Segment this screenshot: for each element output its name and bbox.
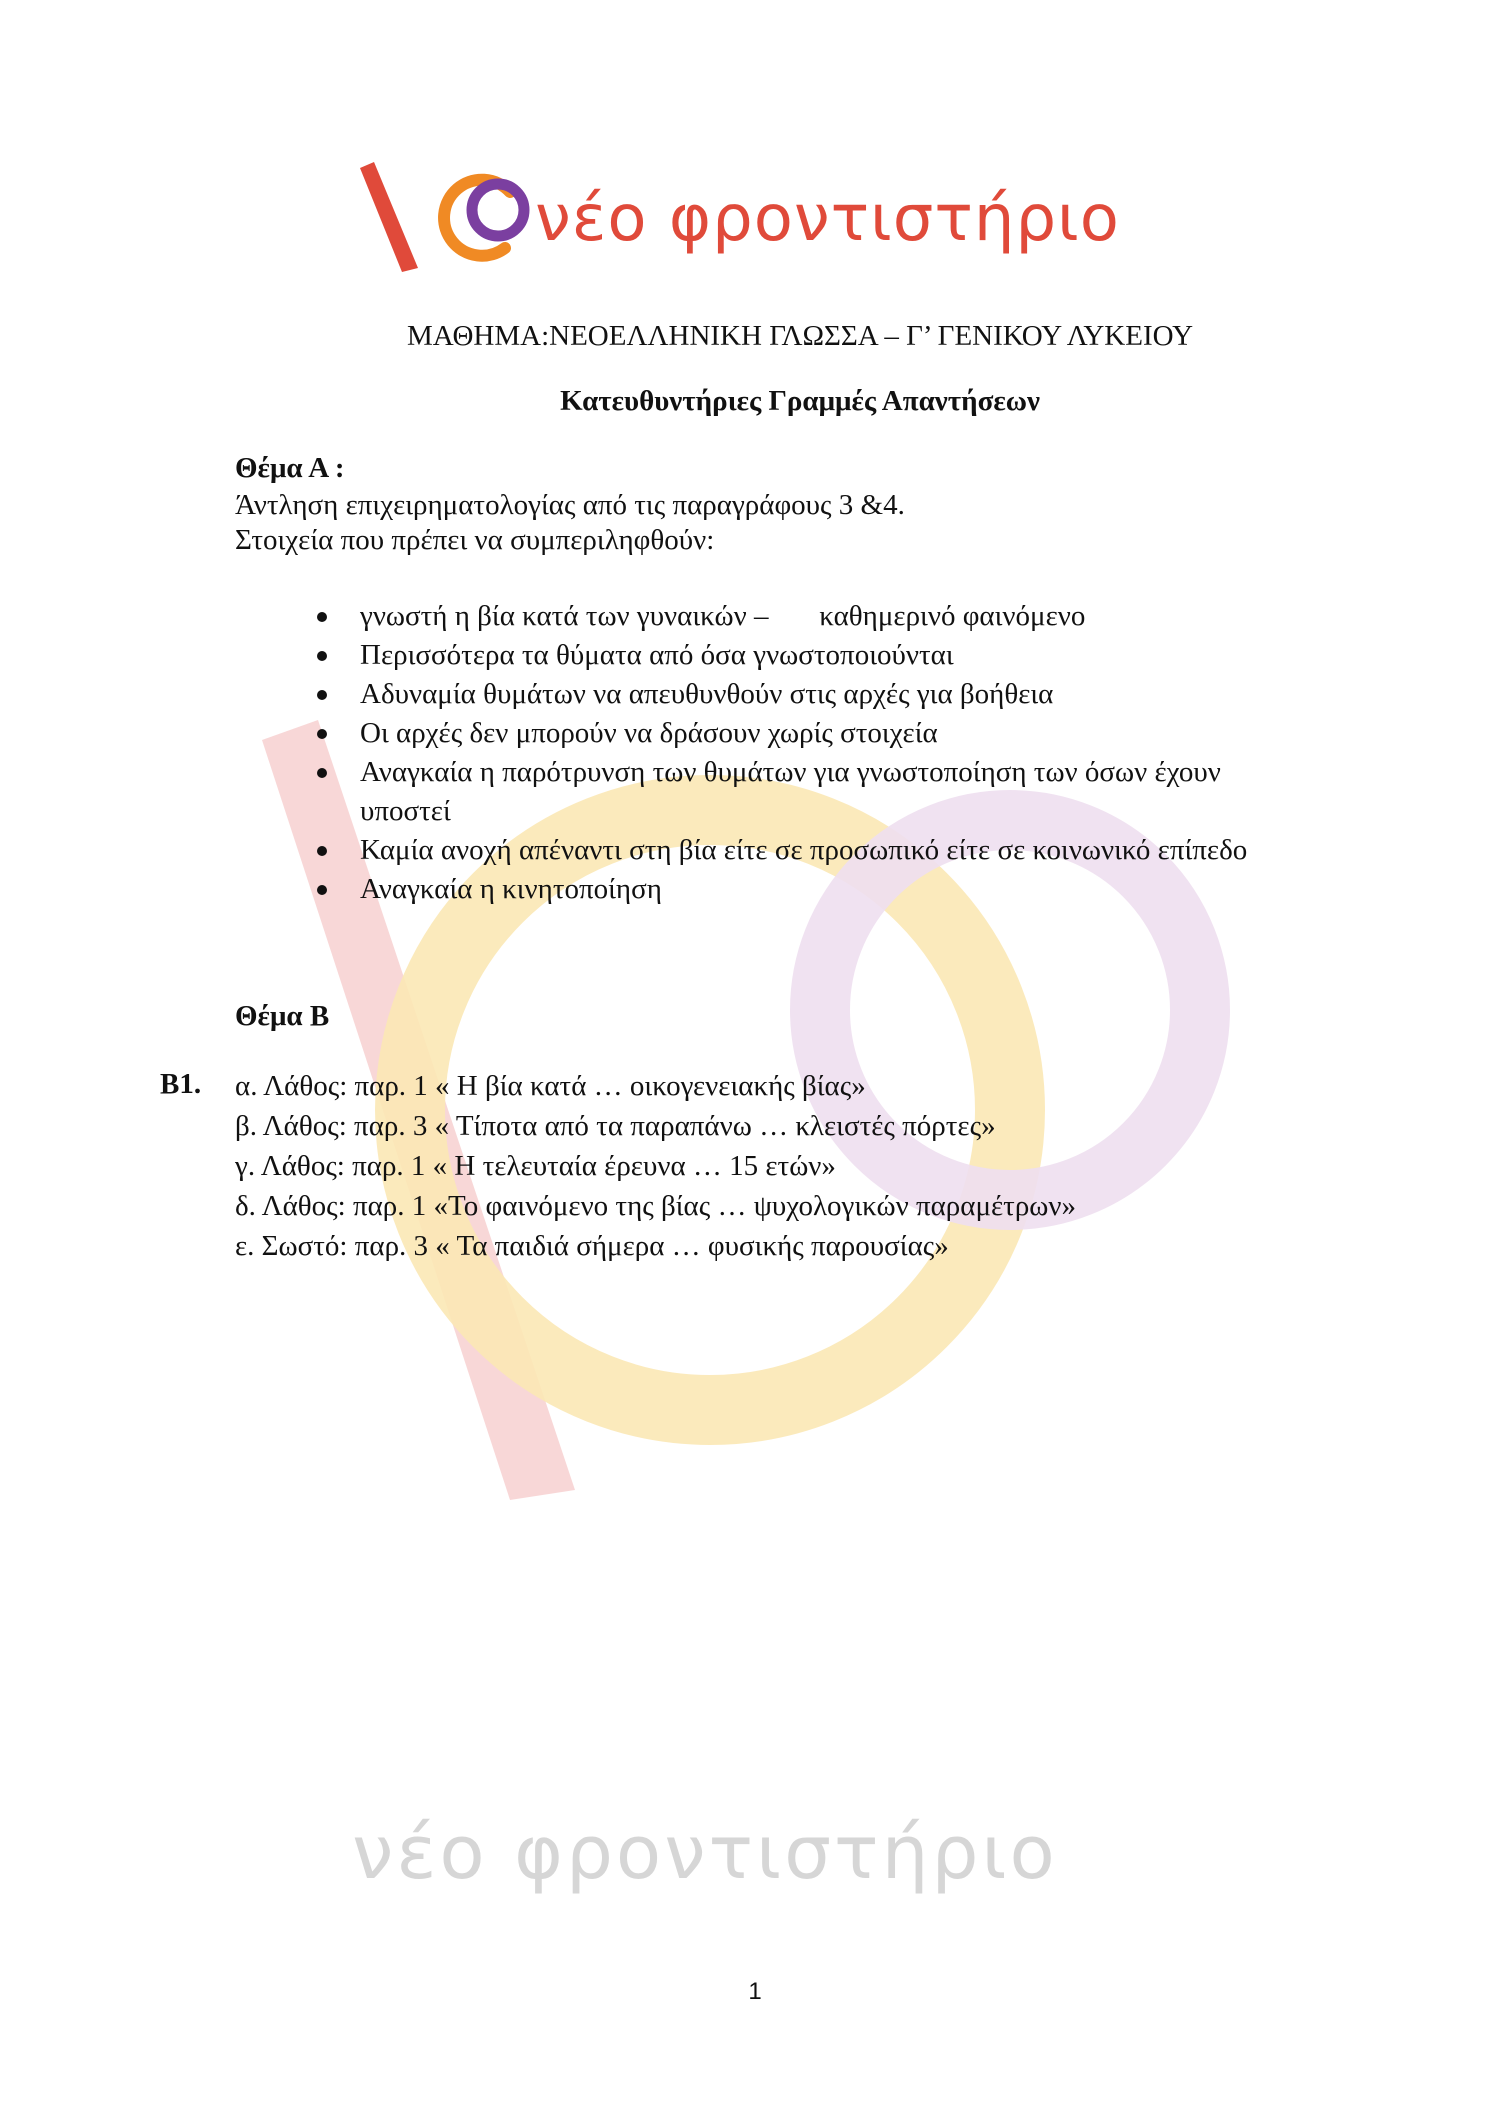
thema-a-intro-1: Άντληση επιχειρηματολογίας από τις παραγράφους 3 &4.	[235, 489, 905, 521]
b1-answer-line: ε. Σωστό: παρ. 3 « Τα παιδιά σήμερα … φυσικής παρουσίας»	[235, 1230, 949, 1262]
b1-answers	[235, 1066, 1076, 1266]
bullet-item: Οι αρχές δεν μπορούν να δράσουν χωρίς στοιχεία	[360, 714, 1360, 753]
page-number: 1	[748, 1978, 762, 2005]
thema-a-section	[235, 452, 905, 557]
bullet-icon	[317, 651, 327, 661]
thema-a-intro-2: Στοιχεία που πρέπει να συμπεριληφθούν:	[235, 524, 715, 556]
document-subtitle: Κατευθυντήριες Γραμμές Απαντήσεων	[560, 385, 1040, 417]
b1-answer-line: δ. Λάθος: παρ. 1 «Το φαινόμενο της βίας … ψυχολογικών παραμέτρων»	[235, 1190, 1076, 1222]
thema-b-title: Θέμα Β	[235, 1000, 330, 1032]
bullet-item: Αδυναμία θυμάτων να απευθυνθούν στις αρχές για βοήθεια	[360, 675, 1360, 714]
bullet-icon	[317, 768, 327, 778]
bullet-icon	[317, 690, 327, 700]
bullet-icon	[317, 612, 327, 622]
bullet-icon	[317, 885, 327, 895]
thema-a-title: Θέμα Α :	[235, 452, 345, 484]
bullet-item: Αναγκαία η κινητοποίηση	[360, 870, 1360, 909]
bullet-item: Αναγκαία η παρότρυνση των θυμάτων για γνωστοποίηση των όσων έχουν υποστεί	[360, 753, 1280, 831]
logo-wordmark: νέο φροντιστήριο	[535, 182, 1120, 256]
bullet-icon	[317, 846, 327, 856]
logo-mark-icon	[360, 150, 540, 280]
b1-answer-line: γ. Λάθος: παρ. 1 « Η τελευταία έρευνα … 15 ετών»	[235, 1150, 836, 1182]
header-logo	[360, 150, 1120, 280]
b1-label: Β1.	[160, 1068, 202, 1100]
b1-answer-line: α. Λάθος: παρ. 1 « Η βία κατά … οικογενειακής βίας»	[235, 1070, 866, 1102]
thema-a-bullet-list	[360, 597, 1360, 909]
footer-watermark-text: νέο φροντιστήριο	[352, 1810, 1058, 1896]
b1-answer-line: β. Λάθος: παρ. 3 « Τίποτα από τα παραπάνω … κλειστές πόρτες»	[235, 1110, 996, 1142]
bullet-item: Περισσότερα τα θύματα από όσα γνωστοποιούνται	[360, 636, 1360, 675]
bullet-item: Καμία ανοχή απέναντι στη βία είτε σε προσωπικό είτε σε κοινωνικό επίπεδο	[360, 831, 1360, 870]
subject-heading: ΜΑΘΗΜΑ:ΝΕΟΕΛΛΗΝΙΚΗ ΓΛΩΣΣΑ – Γ’ ΓΕΝΙΚΟΥ ΛΥΚΕΙΟΥ	[406, 320, 1194, 352]
bullet-icon	[317, 729, 327, 739]
bullet-item: γνωστή η βία κατά των γυναικών – καθημερινό φαινόμενο	[360, 597, 1360, 636]
